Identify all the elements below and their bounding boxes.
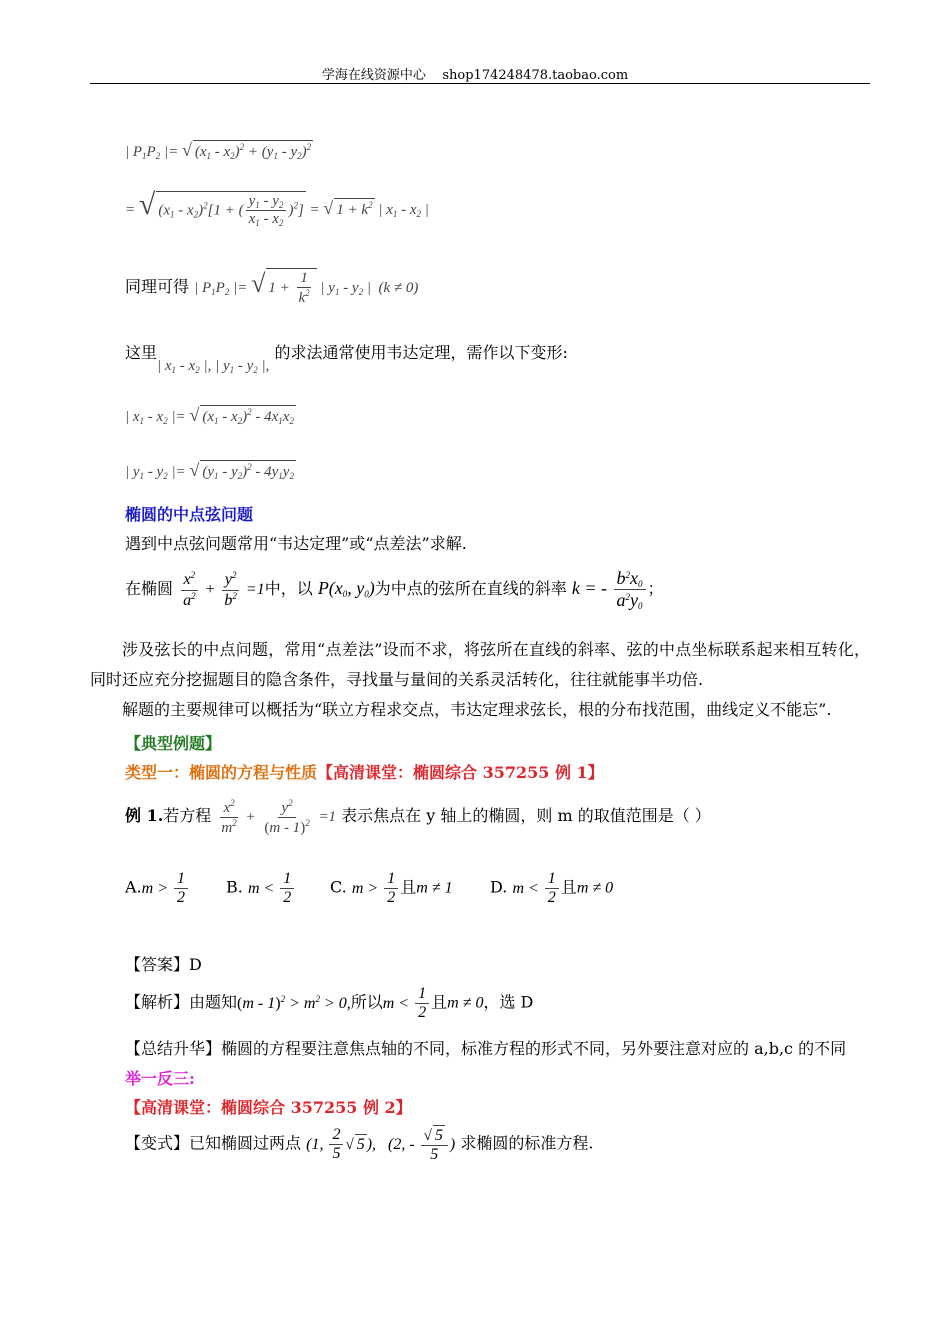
example-1: 例 1.若方程 $\frac{x^2}{m^2}$ + $\frac{y^2}{(m - 1)^2}$ =1 表示焦点在 y 轴上的椭圆，则 m 的取值范围是（ ）: [125, 798, 711, 837]
paragraph-1-text: 涉及弦长的中点问题，常用“点差法”设而不求，将弦所在直线的斜率、弦的中点坐标联系起来相互转化，同时还应充分挖掘题目的隐含条件，寻找量与量间的关系灵活转化，往往就能事半功倍.: [90, 640, 870, 689]
option-c: C. m > $\frac{1}{2}$ 且m ≠ 1: [330, 870, 453, 907]
paragraph-1: [90, 635, 870, 695]
header-shop: shop174248478.taobao.com: [442, 68, 629, 83]
option-d-and: 且: [560, 877, 577, 897]
option-d-label: D.: [490, 877, 508, 897]
typical-heading: 【典型例题】: [125, 734, 222, 753]
chord-length-formula-3: 同理可得 | $P_1P_2$ |= √ 1 + $\frac{1}{k^2}$ | $y_1 - y_2$ | (k ≠ 0): [125, 269, 419, 307]
example-1-prefix: 若方程: [163, 806, 212, 826]
practice-heading: 举一反三:: [125, 1069, 195, 1088]
paragraph-2: [90, 695, 870, 725]
diff-x-formula: | $x_1 - x_2$ |= √ $(x_1 - x_2)^2 - 4x_1x_2$: [125, 405, 294, 426]
summary-line: [125, 1036, 846, 1059]
option-a-label: A.: [125, 877, 142, 897]
vieta-note: 这里| $x_1 - x_2$ |, | $y_1 - y_2$ |, 的求法通常使用韦达定理，需作以下变形:: [125, 343, 568, 375]
option-d: D. m < $\frac{1}{2}$ 且m ≠ 0: [490, 870, 614, 907]
slope-formula-line: 在椭圆 $\frac{x^2}{a^2}$ + $\frac{y^2}{b^2}$ =1中，以 $P(x_0$, $y_0$)为中点的弦所在直线的斜率 k = - $\frac{b^2x_0}{a^2y_0}$ ；: [125, 568, 664, 612]
section-title: 椭圆的中点弦问题: [125, 505, 254, 524]
here-tail-text: 的求法通常使用韦达定理，需作以下变形:: [274, 343, 568, 362]
header-site: 学海在线资源中心: [321, 68, 426, 83]
same-reason-text: 同理可得: [125, 277, 190, 297]
option-c-label: C.: [330, 877, 347, 897]
analysis-suffix: ，选 D: [483, 992, 534, 1012]
option-a: A.m > $\frac{1}{2}$: [125, 870, 190, 908]
summary-label: 【总结升华】: [125, 1039, 222, 1058]
example-1-label: 例 1.: [125, 806, 164, 826]
practice-ref: 【高清课堂：椭圆综合 357255 例 2】: [125, 1098, 412, 1117]
chord-length-formula-2: = √ $(x_1 - x_2)^2[1$ + ( $\frac{y_1 - y_2}{x_1 - x_2}$ )$^2$] = √ $1 + k^2$ | $x_1 - x_2$ |: [125, 188, 429, 229]
type1-title: 类型一：椭圆的方程与性质: [125, 763, 318, 782]
diff-y-formula: | $y_1 - y_2$ |= √ $(y_1 - y_2)^2 - 4y_1y_2$: [125, 460, 294, 481]
answer-value: D: [189, 955, 202, 974]
chord-length-formula-1: | $P_1P_2$ |= √ $(x_1 - x_2)^2 + (y_1 - y_2)^2$: [125, 140, 312, 161]
here-text: 这里: [125, 343, 158, 362]
center-text: 中，以: [264, 578, 313, 598]
header-rule: [90, 83, 870, 84]
type1-ref: 【高清课堂：椭圆综合 357255 例 1】: [317, 763, 604, 782]
semicolon: ；: [647, 578, 664, 598]
analysis-and: 且: [431, 992, 448, 1012]
variant-label: 【变式】: [125, 1133, 190, 1153]
summary-text: 椭圆的方程要注意焦点轴的不同，标准方程的形式不同，另外要注意对应的 a,b,c 的不同: [221, 1039, 847, 1058]
option-b: B. m < $\frac{1}{2}$: [226, 870, 296, 908]
answer-line: [125, 952, 202, 975]
analysis-label: 【解析】: [125, 992, 190, 1012]
analysis-middle: 所以: [350, 992, 383, 1012]
answer-label: 【答案】: [125, 955, 190, 974]
paragraph-2-text: 解题的主要规律可以概括为“联立方程求交点，韦达定理求弦长，根的分布找范围，曲线定义不能忘”.: [122, 700, 832, 719]
analysis-line: 【解析】由题知$(m - 1)^2 > m^2 > 0$,所以m < $\frac{1}{2}$ 且m ≠ 0，选 D: [125, 985, 534, 1022]
analysis-prefix: 由题知: [189, 992, 238, 1012]
option-b-label: B.: [226, 877, 243, 897]
midpoint-intro: 遇到中点弦问题常用“韦达定理”或“点差法”求解.: [125, 534, 467, 553]
page-header: [0, 64, 950, 83]
slope-text: 为中点的弦所在直线的斜率: [374, 578, 567, 598]
option-c-and: 且: [400, 877, 417, 897]
example-1-suffix: 表示焦点在 y 轴上的椭圆，则 m 的取值范围是（ ）: [341, 806, 711, 826]
type1-line: [125, 760, 604, 783]
in-ellipse-text: 在椭圆: [125, 578, 174, 598]
variant-prefix: 已知椭圆过两点: [189, 1133, 302, 1153]
variant-line: 【变式】已知椭圆过两点 (1, $\frac{2}{5}$ √ 5 ), (2, - $\frac{√ 5}{5}$ ) 求椭圆的标准方程.: [125, 1126, 594, 1164]
variant-suffix: 求椭圆的标准方程.: [460, 1133, 594, 1153]
